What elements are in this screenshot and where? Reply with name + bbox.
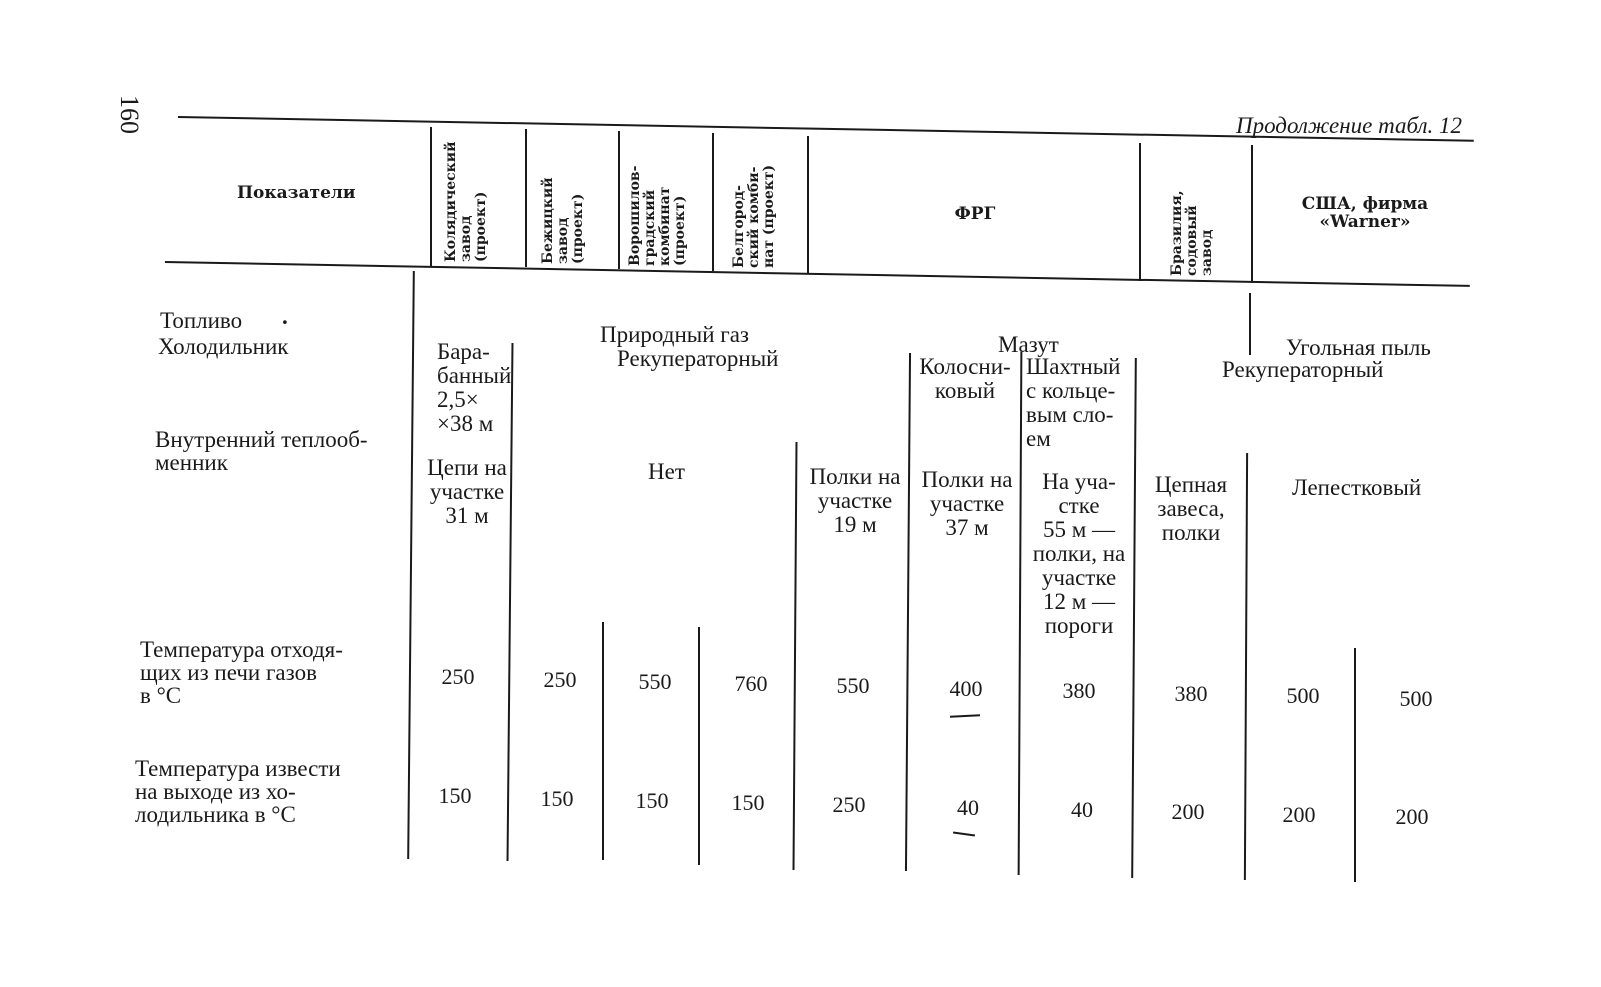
header-col-kol: Колядический завод (проект) — [443, 141, 489, 262]
body-divider — [698, 627, 700, 865]
header-divider — [618, 131, 620, 269]
gas-temp-value: 500 — [1286, 683, 1320, 708]
gas-temp-value: 380 — [1174, 681, 1208, 706]
lime-temp-text: Температура извести на выходе из хо- лодильника в °С — [135, 756, 341, 827]
row-label-heat-exchanger: Внутренний теплооб- менник — [155, 427, 368, 475]
header-col-frg: ФРГ — [954, 204, 996, 224]
header-indicators: Показатели — [237, 183, 356, 203]
cell-kol-cooler: Бара- банный 2,5× ×38 м — [437, 339, 512, 436]
gas-temp-value: 250 — [543, 667, 577, 692]
cell-shaft: Шахтный с кольце- вым сло- ем — [1026, 354, 1121, 451]
lime-temp-value: 150 — [540, 786, 574, 811]
cell-natural-gas: Природный газ — [600, 322, 750, 347]
gas-temp-value: 500 — [1399, 686, 1433, 711]
body-divider — [1244, 453, 1248, 880]
lime-temp-value: 200 — [1282, 802, 1316, 827]
gas-temp-value: 760 — [734, 671, 768, 696]
body-divider — [1354, 648, 1356, 882]
row-label-lime-temp — [135, 734, 395, 849]
header-col-usa: США, фирма «Warner» — [1301, 194, 1429, 232]
cell-shelves-37: Полки на участке 37 м — [921, 467, 1013, 540]
body-divider — [1249, 293, 1251, 355]
row-label-fuel-dot: . — [282, 304, 288, 329]
header-divider — [1139, 143, 1141, 281]
cell-recuperative-2: Рекуператорный — [1222, 357, 1384, 382]
gas-temp-value: 380 — [1062, 678, 1096, 703]
cell-kol-exchanger: Цепи на участке 31 м — [427, 455, 507, 528]
gas-temp-value: 550 — [638, 669, 672, 694]
lime-temp-value: 200 — [1395, 804, 1429, 829]
cell-petal: Лепестковый — [1292, 475, 1422, 500]
cell-shelves-19: Полки на участке 19 м — [809, 464, 901, 537]
cell-coal-dust: Угольная пыль — [1286, 335, 1431, 360]
header-divider — [525, 129, 527, 267]
body-divider — [905, 353, 911, 871]
lime-temp-value: 150 — [635, 788, 669, 813]
gas-temp-value: 550 — [836, 673, 870, 698]
header-divider — [1251, 145, 1253, 283]
lime-temp-value: 40 — [957, 795, 979, 820]
gas-temp-value: 250 — [441, 664, 475, 689]
lime-temp-value: 200 — [1171, 799, 1205, 824]
table-title: Продолжение табл. 12 — [1236, 113, 1462, 138]
row-label-gas-temp — [140, 615, 400, 730]
body-divider — [602, 622, 604, 860]
header-bottom-rule — [165, 261, 1470, 287]
header-divider — [807, 136, 809, 274]
gas-temp-value: 400 — [949, 676, 983, 701]
underline-mark — [953, 831, 975, 836]
header-col-belg: Белгород- ский комби- нат (проект) — [731, 164, 777, 268]
lime-temp-value: 250 — [832, 792, 866, 817]
body-divider — [793, 442, 798, 870]
body-divider — [407, 271, 415, 859]
row-label-fuel: Топливо — [160, 308, 243, 333]
header-divider — [430, 127, 432, 267]
cell-no: Нет — [648, 459, 685, 484]
page-number: 160 — [115, 95, 144, 134]
header-col-vor: Ворошилов- градский комбинат (проект) — [627, 165, 688, 266]
cell-recuperative-1: Рекуператорный — [617, 346, 779, 371]
cell-shaft-exchanger: На уча- стке 55 м — полки, на участке 12 м — пороги — [1032, 469, 1126, 638]
gas-temp-text: Температура отходя- щих из печи газов в °С — [140, 637, 343, 708]
header-col-bezh: Бежицкий завод (проект) — [540, 177, 586, 264]
row-label-cooler: Холодильник — [158, 334, 289, 359]
lime-temp-value: 150 — [438, 783, 472, 808]
cell-grate: Колосни- ковый — [919, 354, 1011, 403]
cell-mazut: Мазут — [998, 332, 1059, 357]
cell-chain-curtain: Цепная завеса, полки — [1154, 472, 1228, 545]
lime-temp-value: 40 — [1071, 797, 1093, 822]
header-divider — [712, 133, 714, 271]
lime-temp-value: 150 — [731, 790, 765, 815]
underline-mark — [950, 714, 980, 718]
header-col-braz: Бразилия, содовый завод — [1169, 190, 1215, 276]
